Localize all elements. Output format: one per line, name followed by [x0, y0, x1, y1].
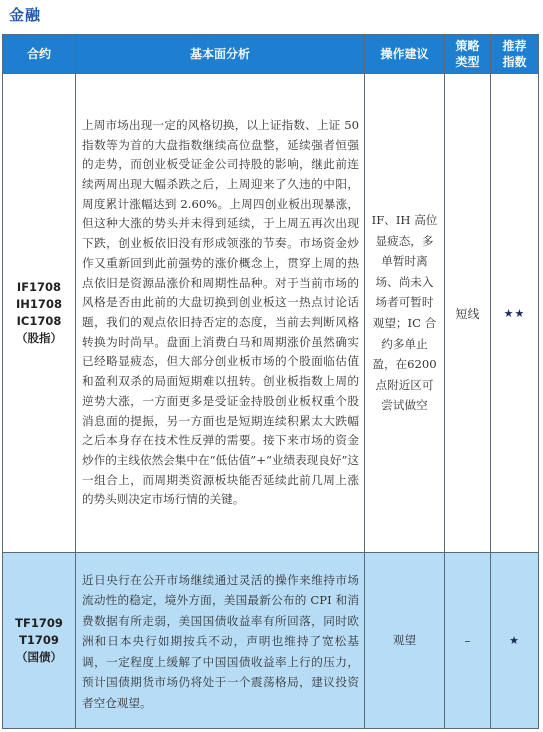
analysis-text: 上周市场出现一定的风格切换，以上证指数、上证 50 指数等为首的大盘指数继续高位盘整，延续强者恒强的走势，而创业板受证金公司持股的影响，继此前连续两周出现大幅杀跌之后，上周迎来了久违的中阳，周度累计涨幅达到 2.60%。上周四创业板出现暴涨，但这种大涨的势头并未得到延续，于上周五再次出现下跌，创业板依旧没有形成领涨的节奏。市场资金炒作又重新回到此前强势的涨价概念上，贯穿上周的热点依旧是资源品涨价和周期性品种。对于当前市场的风格是否由此前的大盘切换到创业板这一热点讨论话题，我们的观点依旧持否定的态度，当前去判断风格转换为时尚早。盘面上消费白马和周期涨价虽然确实已经略显疲态，但大部分创业板市场的个股面临估值和盈利双杀的局面短期难以扭转。创业板指数上周的逆势大涨，一方面更多是受证金持股创业板权重个股消息面的提振，另一方面也是短期连续积累太大跌幅之后本身存在技术性反弹的需要。接下来市场的资金炒作的主线依然会集中在“低估值”+“业绩表现良好”这一组合上，而周期类资源板块能否延续此前几周上涨的势头则决定市场行情的关键。 [76, 74, 365, 553]
table-header-row [3, 35, 539, 74]
header-analysis: 基本面分析 [76, 35, 365, 74]
contract-code: T1709 [19, 633, 59, 647]
advice-text: 观望 [365, 553, 445, 729]
contract-code: IF1708 [16, 280, 62, 294]
rating-stars: ★★ [491, 74, 539, 553]
strategy-type: – [445, 553, 491, 729]
contract-category: （股指） [16, 331, 62, 345]
analysis-text: 近日央行在公开市场继续通过灵活的操作来维持市场流动性的稳定，境外方面，美国最新公布的 CPI 和消费数据有所走弱，美国国债收益率有所回落，同时欧洲和日本央行如期按兵不动，声明也维持了宽松基调，一定程度上缓解了中国国债收益率上行的压力，预计国债期货市场仍将处于一个震荡格局，建议投资者空仓观望。 [76, 553, 365, 729]
header-contract: 合约 [3, 35, 76, 74]
rating-stars: ★ [491, 553, 539, 729]
strategy-type: 短线 [445, 74, 491, 553]
contract-code: IH1708 [16, 297, 62, 311]
header-strategy [445, 35, 491, 74]
contract-cell [3, 553, 76, 729]
contract-code: TF1709 [15, 616, 63, 630]
contract-cell [3, 74, 76, 553]
header-rating-line2: 指数 [502, 55, 527, 69]
table-row-treasury [3, 553, 539, 729]
advice-text: IF、IH 高位显疲态，多单暂时离场、尚未入场者可暂时观望；IC 合约多单止盈，在6200 点附近区可尝试做空 [365, 74, 445, 553]
header-rating-line1: 推荐 [502, 39, 527, 53]
contract-category: （国债） [16, 650, 62, 664]
header-strategy-line1: 策略 [455, 39, 480, 53]
contract-code: IC1708 [16, 314, 62, 328]
header-strategy-line2: 类型 [455, 55, 480, 69]
section-title: 金融 [9, 6, 42, 24]
header-rating [491, 35, 539, 74]
futures-strategy-table [2, 34, 539, 729]
header-advice: 操作建议 [365, 35, 445, 74]
table-row-stock-index [3, 74, 539, 553]
